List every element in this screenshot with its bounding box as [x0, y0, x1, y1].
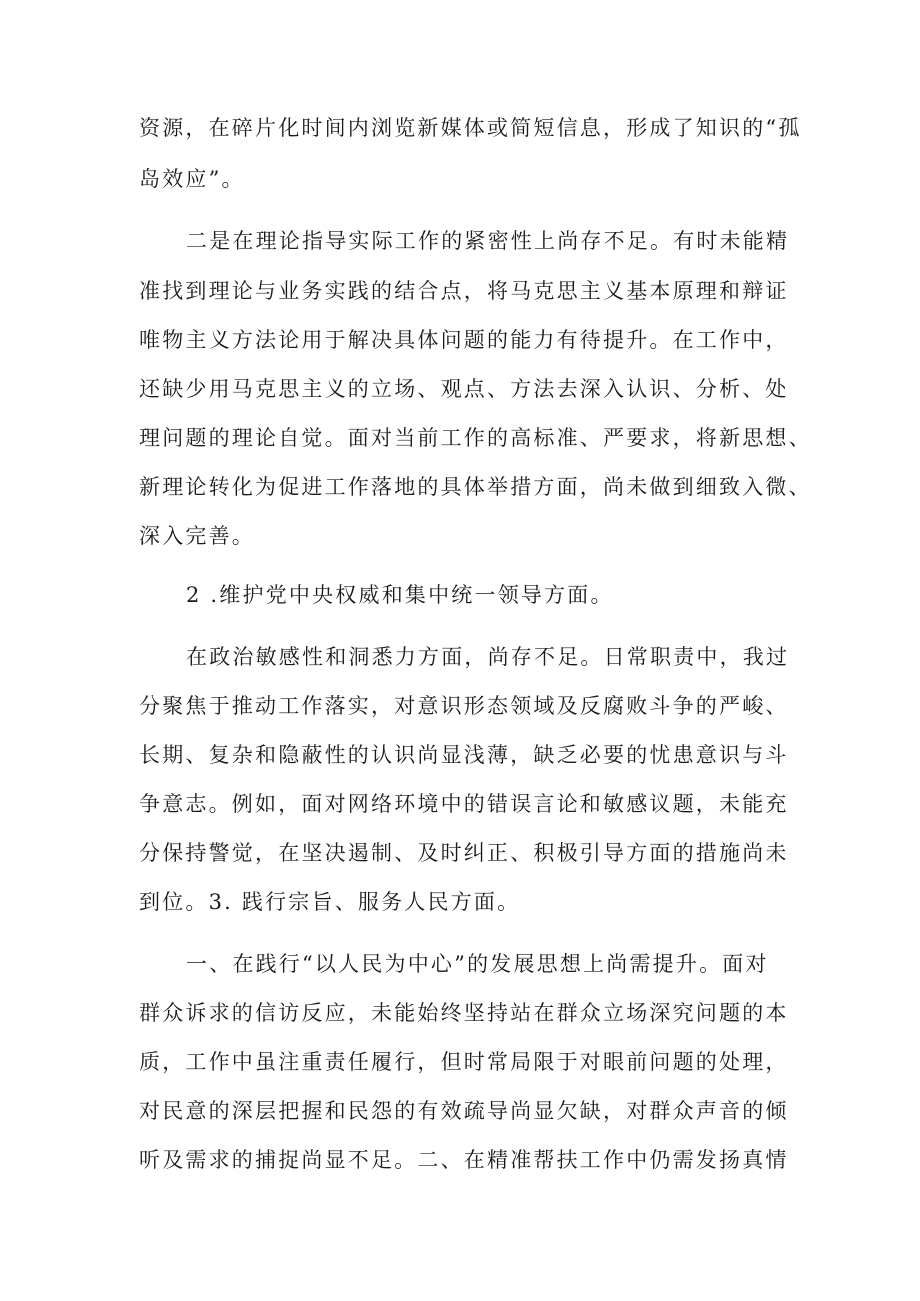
- paragraph-start: 二是在理论指导实际工作的紧密性上尚存不足。有时未能精: [186, 229, 790, 253]
- text-line: 长期、复杂和隐蔽性的认识尚显浅薄，缺乏必要的忧患意识与斗: [139, 743, 789, 767]
- text-line: 对民意的深层把握和民怨的有效疏导尚显欠缺，对群众声音的倾: [139, 1099, 789, 1123]
- text-line: 分聚焦于推动工作落实，对意识形态领域及反腐败斗争的严峻、: [139, 694, 789, 718]
- text-line: 争意志。例如，面对网络环境中的错误言论和敏感议题，未能充: [139, 792, 789, 816]
- text-line: 准找到理论与业务实践的结合点，将马克思主义基本原理和辩证: [139, 279, 789, 303]
- text-line: 群众诉求的信访反应，未能始终坚持站在群众立场深究问题的本: [139, 1001, 789, 1025]
- paragraph-start: 在政治敏感性和洞悉力方面，尚存不足。日常职责中，我过: [186, 645, 790, 669]
- text-line: 深入完善。: [139, 524, 255, 548]
- section-heading: 2 .维护党中央权威和集中统一领导方面。: [186, 583, 614, 607]
- paragraph-start: 一、在践行“以人民为中心”的发展思想上尚需提升。面对: [186, 952, 769, 976]
- text-line: 资源，在碎片化时间内浏览新媒体或简短信息，形成了知识的“孤: [139, 116, 802, 140]
- text-line: 唯物主义方法论用于解决具体问题的能力有待提升。在工作中，: [139, 328, 789, 352]
- text-line: 理问题的理论自觉。面对当前工作的高标准、严要求，将新思想、: [139, 426, 812, 450]
- text-line: 新理论转化为促进工作落地的具体举措方面，尚未做到细致入微、: [139, 475, 812, 499]
- text-line: 岛效应”。: [139, 167, 245, 191]
- text-line: 听及需求的捕捉尚显不足。二、在精准帮扶工作中仍需发扬真情: [139, 1148, 789, 1172]
- text-line: 还缺少用马克思主义的立场、观点、方法去深入认识、分析、处: [139, 377, 789, 401]
- text-line: 分保持警觉，在坚决遏制、及时纠正、积极引导方面的措施尚未: [139, 841, 789, 865]
- text-line: 到位。3. 践行宗旨、服务人民方面。: [139, 890, 521, 914]
- text-line: 质，工作中虽注重责任履行，但时常局限于对眼前问题的处理，: [139, 1050, 789, 1074]
